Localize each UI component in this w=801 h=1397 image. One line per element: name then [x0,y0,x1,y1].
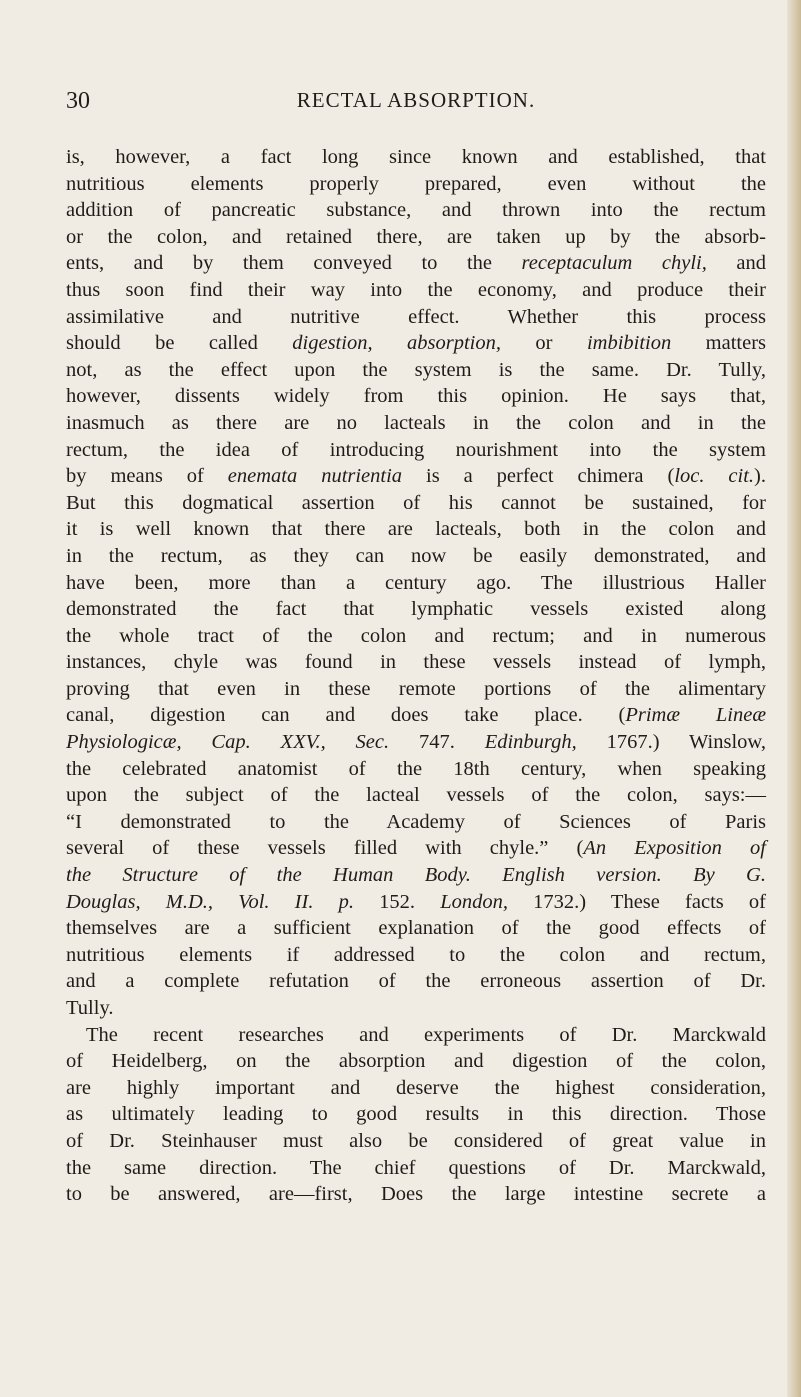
text-line [66,1155,766,1182]
text-span: 152. [354,890,441,913]
text-line [66,623,766,650]
page-number: 30 [66,88,90,114]
text-span: or the colon, and retained there, are taken up by the absorb- [66,225,766,248]
text-span: addition of pancreatic substance, and thrown into the rectum [66,199,766,222]
text-line [66,197,766,224]
text-span: proving that even in these remote portions of the alimentary [66,677,766,700]
text-span: 1732.) These facts of [508,890,766,913]
text-line [66,570,766,597]
text-line [66,968,766,995]
text-span: “I demonstrated to the Academy of Sciences of Paris [66,810,766,833]
text-span: as ultimately leading to good results in this direction. Those [66,1103,766,1126]
italic-span: Douglas, M.D., Vol. II. p. [66,890,355,913]
text-line [66,1181,766,1208]
text-line [66,809,766,836]
text-span: of Heidelberg, on the absorption and digestion of the colon, [66,1050,766,1073]
text-span: have been, more than a century ago. The illustrious Haller [66,571,766,594]
text-span: matters [671,332,767,355]
text-span: is a perfect chimera ( [402,465,675,488]
text-line [66,889,766,916]
text-span: should be called [66,332,293,355]
text-line [66,995,766,1022]
text-line [66,1022,766,1049]
text-span: assimilative and nutritive effect. Whether this process [66,305,766,328]
text-line [66,1128,766,1155]
italic-span: London, [440,890,509,913]
text-span: inasmuch as there are no lacteals in the colon and in the [66,411,766,434]
italic-span: Primæ Lineæ [625,704,766,727]
text-line [66,463,766,490]
text-span: to be answered, are—first, Does the large intestine secrete a [66,1183,766,1206]
text-line [66,224,766,251]
text-span: and a complete refutation of the erroneous assertion of Dr. [66,970,766,993]
text-span: demonstrated the fact that lymphatic vessels existed along [66,598,766,621]
text-span: of Dr. Steinhauser must also be considered of great value in [66,1129,766,1152]
text-span: the same direction. The chief questions of Dr. Marckwald, [66,1156,766,1179]
text-span: Tully. [66,997,114,1019]
text-line [66,144,766,171]
body-text [66,144,766,1208]
text-line [66,782,766,809]
text-line [66,862,766,889]
italic-span: the Structure of the Human Body. English version. By G. [66,864,766,887]
text-span: 1767.) Winslow, [576,731,766,754]
text-line [66,171,766,198]
text-span: nutritious elements properly prepared, even without the [66,172,766,195]
page-header [66,88,766,128]
italic-span: receptaculum chyli, [521,252,707,275]
text-span: But this dogmatical assertion of his cannot be sustained, for [66,491,766,514]
text-line [66,596,766,623]
text-span: themselves are a sufficient explanation of the good effects of [66,917,766,940]
italic-span: enemata nutrientia [227,465,403,488]
text-span: canal, digestion can and does take place. ( [66,704,626,727]
text-span: are highly important and deserve the highest consideration, [66,1076,766,1099]
text-line [66,729,766,756]
text-span: ). [754,465,766,488]
text-line [66,330,766,357]
text-span: nutritious elements if addressed to the colon and rectum, [66,943,766,966]
text-line [66,835,766,862]
running-head: RECTAL ABSORPTION. [296,88,536,112]
text-span: is, however, a fact long since known and established, that [66,146,766,168]
text-span: the celebrated anatomist of the 18th century, when speaking [66,757,766,780]
text-span: by means of [66,465,228,488]
text-line [66,756,766,783]
text-line [66,304,766,331]
page-edge-shadow [787,0,801,1397]
text-line [66,516,766,543]
text-line [66,383,766,410]
text-line [66,410,766,437]
text-span: and [706,252,766,275]
italic-span: An Exposition of [583,837,766,860]
italic-span: imbibition [586,332,672,355]
text-span: 747. [389,731,485,754]
text-line [66,915,766,942]
italic-span: Edinburgh, [484,731,577,754]
text-line [66,702,766,729]
italic-span: loc. cit. [674,465,755,488]
text-line [66,649,766,676]
text-span: instances, chyle was found in these vessels instead of lymph, [66,651,766,674]
text-span: ents, and by them conveyed to the [66,252,522,275]
text-span: thus soon find their way into the economy, and produce their [66,278,766,301]
text-span: several of these vessels filled with chyle.” ( [66,837,584,860]
text-line [66,490,766,517]
text-line [66,676,766,703]
italic-span: Physiologicæ, Cap. XXV., Sec. [66,731,390,754]
text-line [66,250,766,277]
text-span: The recent researches and experiments of Dr. Marckwald [86,1023,766,1046]
text-span: not, as the effect upon the system is the same. Dr. Tully, [66,358,766,381]
text-span: upon the subject of the lacteal vessels of the colon, says:— [66,784,766,807]
text-line [66,942,766,969]
text-span: the whole tract of the colon and rectum; and in numerous [66,624,766,647]
text-span: in the rectum, as they can now be easily demonstrated, and [66,544,766,567]
text-line [66,1048,766,1075]
text-span: rectum, the idea of introducing nourishment into the system [66,438,766,461]
text-span: however, dissents widely from this opinion. He says that, [66,385,766,408]
text-line [66,437,766,464]
text-line [66,1101,766,1128]
text-span: it is well known that there are lacteals, both in the colon and [66,518,766,541]
text-line [66,1075,766,1102]
text-line [66,543,766,570]
italic-span: digestion, absorption, [292,332,501,355]
text-line [66,357,766,384]
text-line [66,277,766,304]
text-span: or [500,332,587,355]
